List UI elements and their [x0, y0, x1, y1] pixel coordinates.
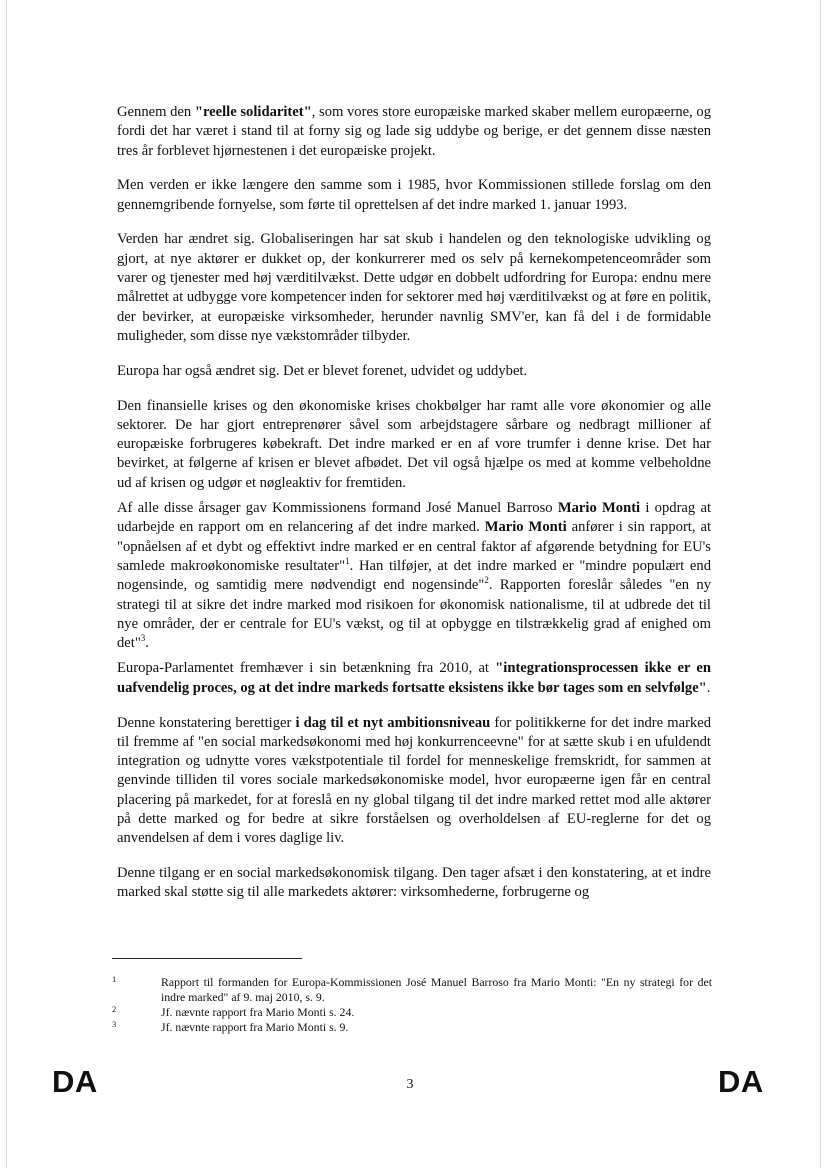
paragraph-social-markedsokonomi: Denne tilgang er en social markedsøkonomisk tilgang. Den tager afsæt i den konstatering, at et indre marked skal støtte sig til alle markedets aktører: virksomhederne, forbrugerne og	[117, 865, 711, 901]
footnote-ref: 1	[345, 556, 350, 567]
paragraph-verden-1985: Men verden er ikke længere den samme som i 1985, hvor Kommissionen stillede forslag om den gennemgribende fornyelse, som førte til oprettelsen af det indre marked 1. januar 1993.	[117, 177, 711, 213]
scan-edge-right	[820, 0, 821, 1168]
paragraph-europa-parlamentet: Europa-Parlamentet fremhæver i sin betænkning fra 2010, at "integrationsprocessen ikke er en uafvendelig proces, og at det indre markeds fortsatte eksistens ikke bør tages som en selvfølge".	[117, 660, 712, 696]
footnote-ref: 2	[484, 575, 489, 586]
footnotes	[112, 975, 712, 1035]
paragraph-finansielle-krise: Den finansielle krises og den økonomiske krises chokbølger har ramt alle vore økonomier og alle sektorer. De har gjort entreprenører såvel som arbejdstagere sårbare og nedbragt millioner af europæiske forbrugeres købekraft. Det indre marked er en af vore trumfer i denne krise. Det har bevirket, at følgerne af krisen er blevet afbødet. Det vil også hjælpe os med at komme velbeholdne ud af krisen og udgør et nøgleaktiv for fremtiden.	[117, 397, 711, 491]
paragraph-globalisering: Verden har ændret sig. Globaliseringen har sat skub i handelen og den teknologiske udvikling og gjort, at nye aktører er dukket op, der konkurrerer med os selv på kernekompetenceområder som varer og tjenester med høj værditilvækst. Dette udgør en dobbelt udfordring for Europa: endnu mere målrettet at udbygge vore kompetencer inden for sektorer med høj værditilvækst og at føre en politik, der bevirker, at europæiske virksomheder, herunder navnlig SMV'er, kan få del i de formidable muligheder, som disse nye vækstområder tilbyder.	[117, 231, 711, 344]
footnote-number: 1	[112, 974, 117, 984]
footnote-2	[112, 1005, 712, 1020]
footnote-separator	[112, 958, 302, 959]
footnote-1	[112, 975, 712, 1005]
bold-text: Mario Monti	[557, 500, 641, 517]
language-code-right: DA	[718, 1064, 764, 1099]
footnote-ref: 3	[140, 633, 146, 644]
paragraph-reelle-solidaritet: Gennem den "reelle solidaritet", som vores store europæiske marked skaber mellem europæerne, og fordi det har været i stand til at forny sig og lade sig uddybe og berige, er det gennem disse næsten tres år forblevet hjørnestenen i det europæiske projekt.	[117, 104, 711, 159]
bold-text: "integrationsprocessen ikke er en uafvendelig proces, og at det indre markeds fortsatte eksistens ikke bør tages som en selvfølge"	[117, 660, 712, 696]
body-text	[117, 103, 711, 918]
paragraph-monti-rapport: Af alle disse årsager gav Kommissionens formand José Manuel Barroso Mario Monti i opdrag at udarbejde en rapport om en relancering af det indre marked. Mario Monti anfører i sin rapport, at "opnåelsen af et dybt og effektivt indre marked er en central faktor af afgørende betydning for EU's samlede makroøkonomiske resultater"$^1$. Han tilføjer, at det indre marked er "mindre populært end nogensinde, og samtidig mere nødvendigt end nogensinde"$^2$. Rapporten foreslår således "en ny strategi til at sikre det indre marked mod risikoen for økonomisk nationalisme, til at udbrede det til nye områder, der er centrale for EU's vækst, og til at opbygge en tilstrækkelig grad af enighed om det"$^3$.	[117, 500, 712, 652]
paragraph-europa-aendret: Europa har også ændret sig. Det er blevet forenet, udvidet og uddybet.	[117, 362, 528, 379]
language-code-left: DA	[52, 1064, 98, 1099]
page-number: 3	[406, 1077, 414, 1092]
scan-edge-left	[6, 0, 7, 1168]
footnote-number: 3	[112, 1019, 117, 1029]
paragraph-ambitionsniveau: Denne konstatering berettiger i dag til et nyt ambitionsniveau for politikkerne for det indre marked til fremme af "en social markedsøkonomi med høj konkurrenceevne" for at sætte skub i en ufuldendt integration og udnytte vores vækstpotentiale til fordel for menneskelige fremskridt, for sammen at genvinde tilliden til vores sociale markedsøkonomiske model, hvor europæerne igen får en central placering på markedet, for at foreslå en ny global tilgang til det indre marked rettet mod alle aktører på dette marked og for bedre at sikre forståelsen og overholdelsen af EU-reglerne for det og anvendelsen af dem i vores daglige liv.	[117, 714, 712, 847]
bold-text: i dag til et nyt ambitionsniveau	[295, 714, 491, 731]
bold-text: Mario Monti	[484, 519, 567, 536]
bold-text: "reelle solidaritet"	[194, 104, 312, 120]
footnote-3	[112, 1020, 712, 1035]
footnote-text: Jf. nævnte rapport fra Mario Monti s. 9.	[161, 1020, 349, 1034]
footnote-text: Rapport til formanden for Europa-Kommissionen José Manuel Barroso fra Mario Monti: "En ny strategi for det indre marked" af 9. maj 2010, s. 9.	[161, 975, 712, 1004]
footnote-number: 2	[112, 1004, 117, 1014]
footnote-text: Jf. nævnte rapport fra Mario Monti s. 24.	[161, 1005, 355, 1019]
